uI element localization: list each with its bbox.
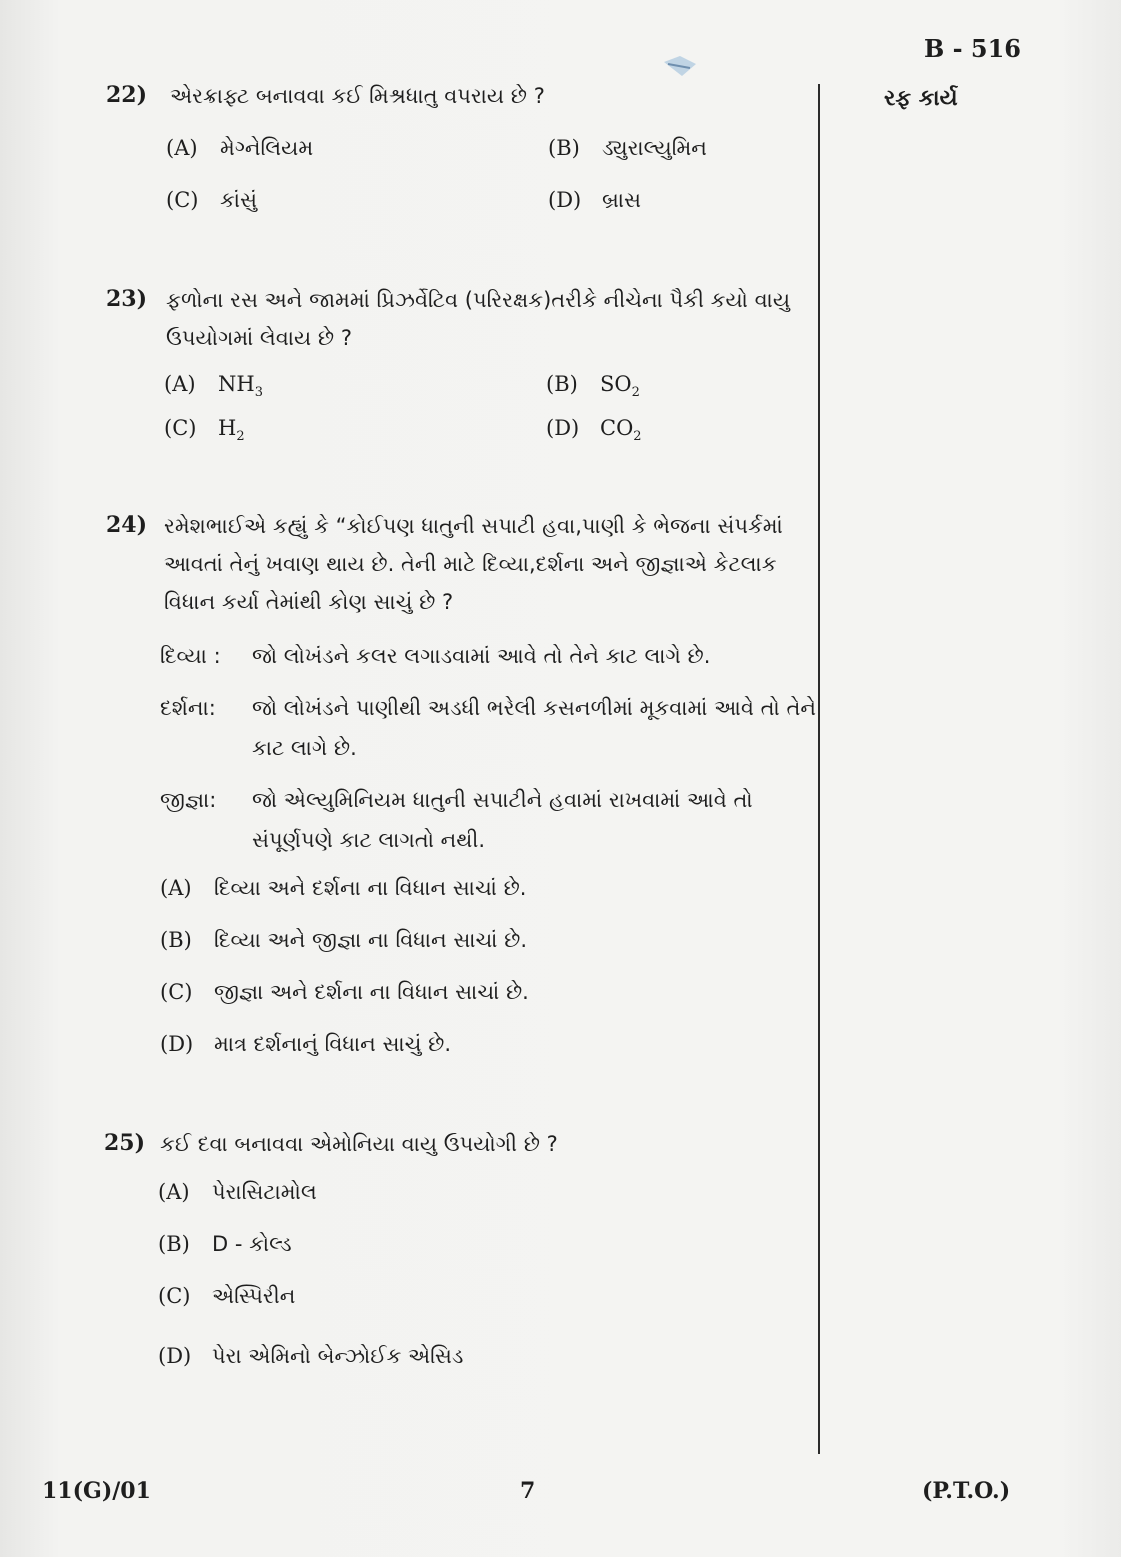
option-c	[158, 1284, 295, 1309]
option-c	[164, 416, 245, 444]
option-text: કાંસું	[220, 188, 257, 212]
option-text: પેરા એમિનો બેન્ઝોઈક એસિડ	[212, 1344, 464, 1368]
question-number: 24)	[106, 512, 148, 538]
option-text: માત્ર દર્શનાનું વિધાન સાચું છે.	[214, 1032, 452, 1056]
option-label: (A)	[158, 1180, 190, 1204]
option-text: દિવ્યા અને દર્શના ના વિધાન સાચાં છે.	[214, 876, 527, 900]
statement-divya	[160, 636, 820, 676]
option-label: (B)	[160, 928, 192, 952]
option-label: (A)	[166, 136, 198, 160]
option-d	[548, 188, 641, 213]
option-label: (A)	[164, 372, 196, 396]
option-c	[160, 980, 529, 1005]
option-text: બ્રાસ	[602, 188, 642, 212]
option-b	[548, 136, 707, 161]
option-a	[164, 372, 263, 400]
question-text-line: આવતાં તેનું ખવાણ થાય છે. તેની માટે દિવ્યા,દર્શના અને જીજ્ઞાએ કેટલાક	[164, 552, 777, 576]
option-text: ડ્યુરાલ્યુમિન	[602, 136, 707, 160]
statement-text: જો લોખંડને કલર લગાડવામાં આવે તો તેને કાટ લાગે છે.	[252, 644, 711, 668]
question-text-line: ઉપયોગમાં લેવાય છે ?	[166, 326, 352, 350]
option-label: (B)	[548, 136, 580, 160]
option-d	[160, 1032, 451, 1057]
statement-speaker: જીજ્ઞા:	[160, 788, 217, 812]
column-divider	[818, 84, 820, 1454]
option-a	[160, 876, 526, 901]
option-label: (C)	[164, 416, 197, 440]
stamp-mark-icon	[660, 52, 700, 80]
question-number: 22)	[106, 82, 148, 108]
question-text: કઈ દવા બનાવવા એમોનિયા વાયુ ઉપયોગી છે ?	[160, 1132, 558, 1156]
question-text: એરક્રાફ્ટ બનાવવા કઈ મિશ્રધાતુ વપરાય છે ?	[170, 84, 545, 108]
paper-code: B - 516	[923, 34, 1021, 63]
option-label: (C)	[160, 980, 193, 1004]
question-text-line: રમેશભાઈએ કહ્યું કે “કોઈપણ ધાતુની સપાટી હવા,પાણી કે ભેજના સંપર્કમાં	[164, 514, 783, 538]
option-text: મેગ્નેલિયમ	[220, 136, 314, 160]
statement-text: જો એલ્યુમિનિયમ ધાતુની સપાટીને હવામાં રાખવામાં આવે તો સંપૂર્ણપણે કાટ લાગતો નથી.	[252, 788, 753, 852]
option-b	[546, 372, 640, 400]
option-d	[546, 416, 642, 444]
option-text: પેરાસિટામોલ	[212, 1180, 317, 1204]
question-number: 23)	[106, 286, 148, 312]
page-number: 7	[520, 1478, 536, 1504]
statement-jigna	[160, 780, 820, 860]
option-b	[158, 1232, 292, 1257]
question-text-line: વિધાન કર્યા તેમાંથી કોણ સાચું છે ?	[164, 590, 454, 614]
statement-speaker: દર્શના:	[160, 696, 216, 720]
option-label: (D)	[158, 1344, 192, 1368]
option-a	[166, 136, 313, 161]
option-label: (C)	[166, 188, 199, 212]
option-text: D - કોલ્ડ	[212, 1232, 292, 1256]
option-b	[160, 928, 527, 953]
formula: $CO_2$	[600, 416, 642, 445]
option-text: જીજ્ઞા અને દર્શના ના વિધાન સાચાં છે.	[214, 980, 529, 1004]
pto-label: (P.T.O.)	[922, 1478, 1011, 1504]
formula: $SO_2$	[600, 372, 640, 401]
formula: $H_2$	[218, 416, 245, 445]
statement-text: જો લોખંડને પાણીથી અડધી ભરેલી કસનળીમાં મૂકવામાં આવે તો તેને કાટ લાગે છે.	[252, 696, 817, 760]
option-text: એસ્પિરીન	[212, 1284, 296, 1308]
option-d	[158, 1344, 463, 1369]
statement-darshana	[160, 688, 820, 768]
option-label: (D)	[546, 416, 580, 440]
option-label: (D)	[160, 1032, 194, 1056]
option-label: (A)	[160, 876, 192, 900]
question-text-line: ફળોના રસ અને જામમાં પ્રિઝર્વેટિવ (પરિરક્ષક)તરીકે નીચેના પૈકી કયો વાયુ	[166, 288, 791, 312]
formula: $NH_3$	[218, 372, 263, 401]
option-label: (B)	[158, 1232, 190, 1256]
statement-speaker: દિવ્યા :	[160, 644, 221, 668]
question-number: 25)	[104, 1130, 146, 1156]
option-text: દિવ્યા અને જીજ્ઞા ના વિધાન સાચાં છે.	[214, 928, 528, 952]
option-c	[166, 188, 257, 213]
option-label: (D)	[548, 188, 582, 212]
option-a	[158, 1180, 317, 1205]
option-label: (B)	[546, 372, 578, 396]
rough-work-heading: રફ કાર્ય	[884, 86, 958, 111]
footer-series-code: 11(G)/01	[42, 1478, 151, 1504]
option-label: (C)	[158, 1284, 191, 1308]
